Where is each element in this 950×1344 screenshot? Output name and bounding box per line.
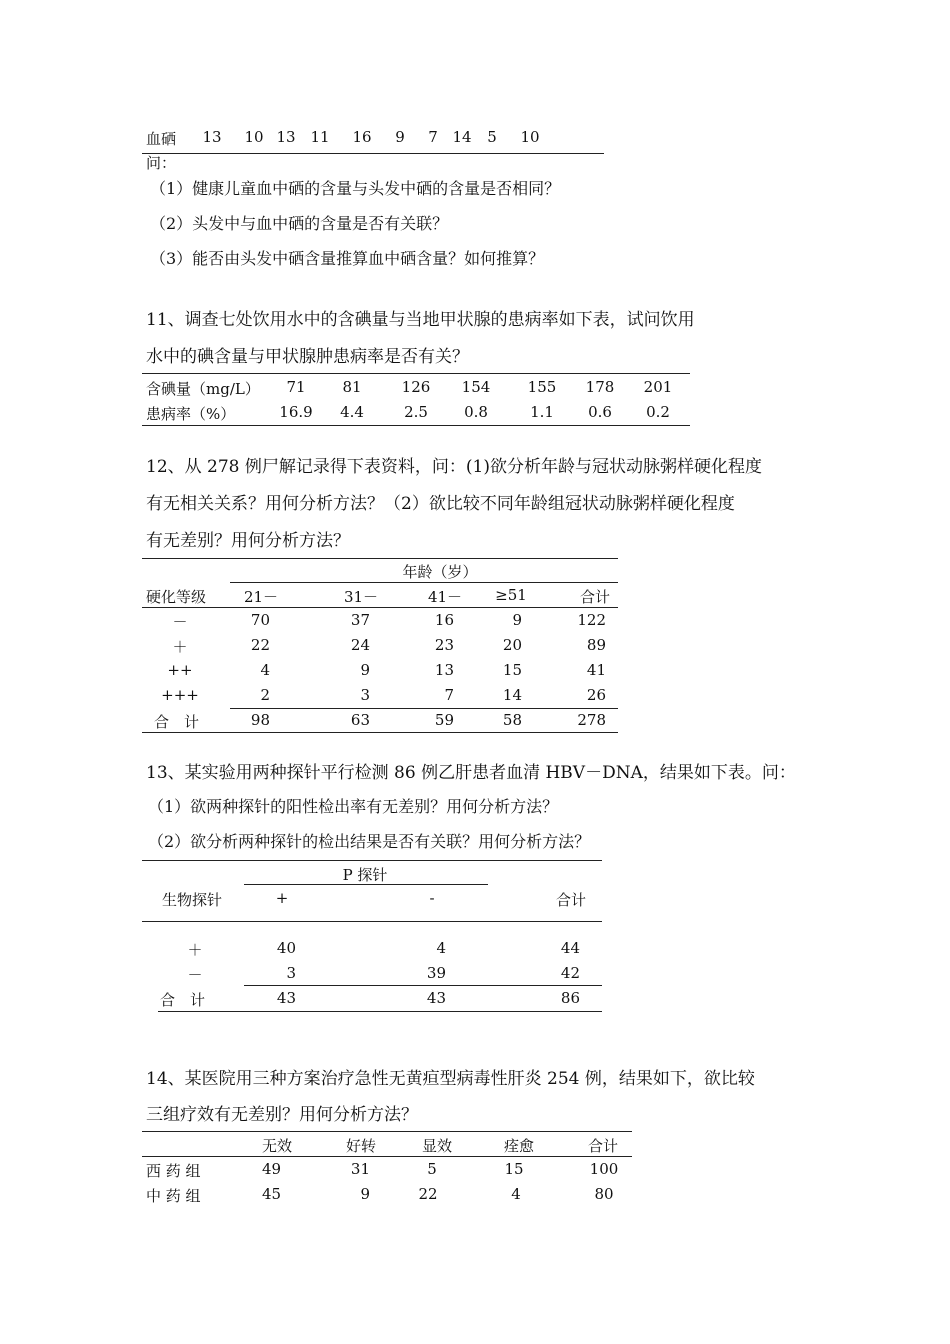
header-rule bbox=[142, 1156, 632, 1157]
col-header: 合计 bbox=[579, 588, 610, 606]
col-header: 无效 bbox=[261, 1137, 292, 1155]
table-top-rule bbox=[142, 1131, 632, 1132]
col-header: 41－ bbox=[427, 588, 463, 606]
table-cell: 154 bbox=[461, 378, 491, 396]
table-cell: 42 bbox=[560, 964, 580, 982]
total-rule bbox=[244, 985, 602, 986]
table-cell: 126 bbox=[401, 378, 431, 396]
row-header: 生物探针 bbox=[162, 891, 223, 909]
col-header: ≥51 bbox=[495, 586, 527, 604]
table-bottom-rule bbox=[158, 1011, 602, 1012]
paragraph-line: 14、某医院用三种方案治疗急性无黄疸型病毒性肝炎 254 例，结果如下，欲比较 bbox=[146, 1069, 755, 1089]
table-cell: 5 bbox=[427, 1160, 437, 1178]
paragraph-line: 12、从 278 例尸解记录得下表资料，问：(1)欲分析年龄与冠状动脉粥样硬化程度 bbox=[146, 457, 762, 477]
total-label: 合 计 bbox=[160, 991, 206, 1009]
paragraph-line: 三组疗效有无差别？用何分析方法？ bbox=[146, 1105, 418, 1125]
table-cell: 86 bbox=[560, 989, 580, 1007]
table-bottom-rule bbox=[142, 425, 690, 426]
table-cell: 178 bbox=[585, 378, 615, 396]
xue-xi-label: 血硒 bbox=[146, 130, 177, 148]
paragraph-line: 13、某实验用两种探针平行检测 86 例乙肝患者血清 HBV－DNA，结果如下表。问： bbox=[146, 763, 796, 783]
xue-xi-value: 10 bbox=[520, 128, 540, 146]
table-cell: 39 bbox=[426, 964, 446, 982]
table-cell: 24 bbox=[350, 636, 370, 654]
paragraph-line: （1）欲两种探针的阳性检出率有无差别？用何分析方法？ bbox=[148, 797, 559, 816]
table-cell: 58 bbox=[502, 711, 522, 729]
table-cell: 89 bbox=[586, 636, 606, 654]
table-cell: 37 bbox=[350, 611, 370, 629]
total-label: 合 计 bbox=[154, 713, 200, 731]
ask-label: 问： bbox=[146, 154, 177, 172]
col-header: 痊愈 bbox=[503, 1137, 534, 1155]
table-cell: 59 bbox=[434, 711, 454, 729]
table-cell: 31 bbox=[350, 1160, 370, 1178]
xue-xi-value: 11 bbox=[310, 128, 330, 146]
table-cell: 43 bbox=[276, 989, 296, 1007]
table-cell: 16.9 bbox=[279, 403, 313, 421]
row-label: － bbox=[187, 966, 203, 984]
table-cell: 4 bbox=[260, 661, 270, 679]
table-cell: 41 bbox=[586, 661, 606, 679]
table-cell: 4 bbox=[436, 939, 446, 957]
table-cell: 43 bbox=[426, 989, 446, 1007]
col-header: 合计 bbox=[587, 1137, 618, 1155]
row-label: 含碘量（mg/L） bbox=[146, 380, 260, 398]
table-cell: 3 bbox=[360, 686, 370, 704]
table-cell: 201 bbox=[643, 378, 673, 396]
table-cell: 80 bbox=[594, 1185, 614, 1203]
paragraph-line: （2）欲分析两种探针的检出结果是否有关联？用何分析方法？ bbox=[148, 832, 591, 851]
group-header-rule bbox=[244, 884, 488, 885]
table-cell: 16 bbox=[434, 611, 454, 629]
table-rule bbox=[142, 153, 604, 154]
col-header: 好转 bbox=[345, 1137, 376, 1155]
question-3: （3）能否由头发中硒含量推算血中硒含量？如何推算？ bbox=[150, 249, 545, 268]
col-header-total: 合计 bbox=[555, 891, 586, 909]
table-cell: 0.2 bbox=[646, 403, 670, 421]
paragraph-line: 有无差别？用何分析方法？ bbox=[146, 531, 350, 551]
table-cell: 2.5 bbox=[404, 403, 428, 421]
row-label: 中 药 组 bbox=[146, 1187, 201, 1205]
table-cell: 81 bbox=[342, 378, 362, 396]
xue-xi-value: 16 bbox=[352, 128, 372, 146]
table-cell: 44 bbox=[560, 939, 580, 957]
xue-xi-value: 7 bbox=[428, 128, 438, 146]
row-label: 西 药 组 bbox=[146, 1162, 201, 1180]
row-label: 患病率（%） bbox=[146, 405, 236, 423]
xue-xi-value: 9 bbox=[395, 128, 405, 146]
table-cell: 9 bbox=[512, 611, 522, 629]
table-bottom-rule bbox=[142, 732, 618, 733]
table-cell: 70 bbox=[250, 611, 270, 629]
table-cell: 13 bbox=[434, 661, 454, 679]
table-cell: 22 bbox=[418, 1185, 438, 1203]
table-cell: 9 bbox=[360, 1185, 370, 1203]
col-header: 显效 bbox=[421, 1137, 452, 1155]
question-2: （2）头发中与血中硒的含量是否有关联？ bbox=[150, 214, 449, 233]
paragraph-line: 水中的碘含量与甲状腺肿患病率是否有关？ bbox=[146, 347, 469, 367]
table-cell: 278 bbox=[577, 711, 606, 729]
xue-xi-value: 10 bbox=[244, 128, 264, 146]
table-cell: 3 bbox=[286, 964, 296, 982]
table-cell: 14 bbox=[502, 686, 522, 704]
table-cell: 122 bbox=[577, 611, 606, 629]
table-cell: 9 bbox=[360, 661, 370, 679]
table-cell: 15 bbox=[504, 1160, 524, 1178]
group-header: 年龄（岁） bbox=[402, 563, 478, 581]
table-cell: 0.8 bbox=[464, 403, 488, 421]
xue-xi-value: 13 bbox=[276, 128, 296, 146]
table-cell: 100 bbox=[589, 1160, 619, 1178]
table-cell: 71 bbox=[286, 378, 306, 396]
table-cell: 22 bbox=[250, 636, 270, 654]
table-cell: 4 bbox=[511, 1185, 521, 1203]
question-1: （1）健康儿童血中硒的含量与头发中硒的含量是否相同？ bbox=[150, 179, 561, 198]
table-top-rule bbox=[142, 860, 602, 861]
row-label: － bbox=[172, 613, 188, 631]
xue-xi-value: 5 bbox=[487, 128, 497, 146]
table-cell: 40 bbox=[276, 939, 296, 957]
table-cell: 23 bbox=[434, 636, 454, 654]
table-cell: 4.4 bbox=[340, 403, 364, 421]
table-cell: 2 bbox=[260, 686, 270, 704]
paragraph-line: 有无相关关系？用何分析方法？（2）欲比较不同年龄组冠状动脉粥样硬化程度 bbox=[146, 494, 735, 514]
xue-xi-value: 14 bbox=[452, 128, 472, 146]
row-header: 硬化等级 bbox=[146, 588, 207, 606]
col-header-plus: + bbox=[275, 889, 289, 907]
table-cell: 7 bbox=[444, 686, 454, 704]
row-label: ＋ bbox=[187, 941, 203, 959]
table-cell: 155 bbox=[527, 378, 557, 396]
col-header: 21－ bbox=[243, 588, 279, 606]
table-cell: 0.6 bbox=[588, 403, 612, 421]
table-cell: 20 bbox=[502, 636, 522, 654]
paragraph-line: 11、调查七处饮用水中的含碘量与当地甲状腺的患病率如下表，试问饮用 bbox=[146, 310, 695, 330]
row-label: +++ bbox=[161, 686, 199, 704]
table-cell: 49 bbox=[262, 1160, 282, 1178]
col-header-minus: - bbox=[429, 889, 435, 907]
table-cell: 1.1 bbox=[530, 403, 554, 421]
table-cell: 15 bbox=[502, 661, 522, 679]
table-cell: 63 bbox=[350, 711, 370, 729]
header-rule bbox=[142, 921, 602, 922]
xue-xi-value: 13 bbox=[202, 128, 222, 146]
group-header-rule bbox=[230, 582, 618, 583]
row-label: ++ bbox=[167, 661, 193, 679]
p-probe-header: P 探针 bbox=[342, 866, 388, 884]
total-rule bbox=[230, 708, 618, 709]
table-top-rule bbox=[142, 558, 618, 559]
table-cell: 26 bbox=[586, 686, 606, 704]
header-rule bbox=[142, 607, 618, 608]
table-top-rule bbox=[142, 373, 690, 374]
table-cell: 45 bbox=[262, 1185, 282, 1203]
col-header: 31－ bbox=[343, 588, 379, 606]
table-cell: 98 bbox=[250, 711, 270, 729]
row-label: ＋ bbox=[172, 638, 188, 656]
